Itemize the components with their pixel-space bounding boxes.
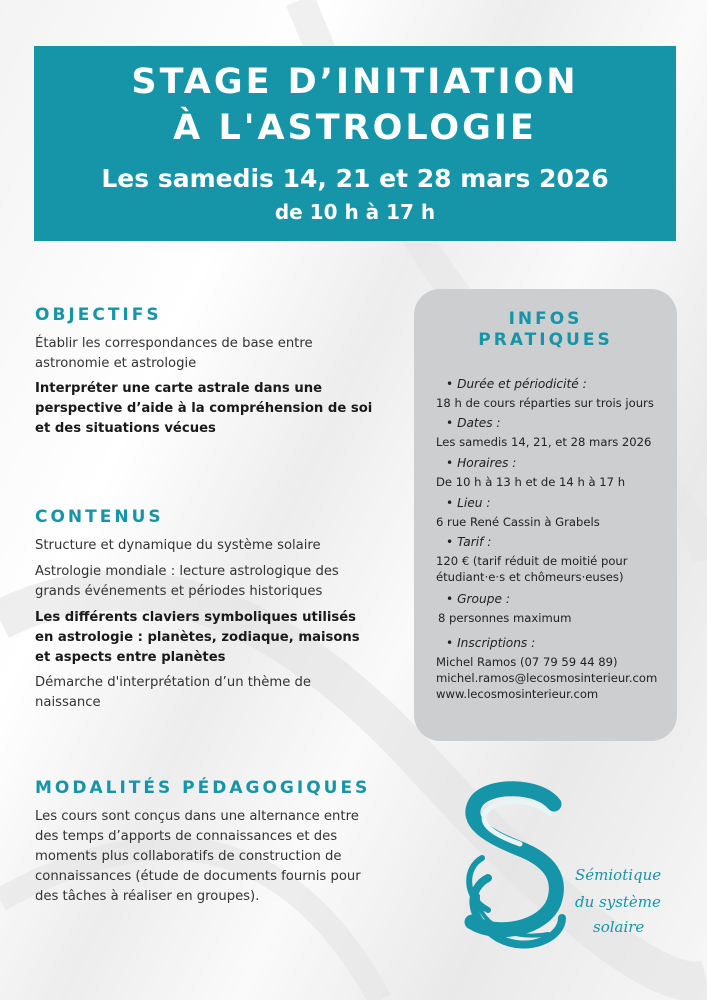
- infos-title-line-1: INFOS: [508, 309, 583, 329]
- horaires-value: De 10 h à 13 h et de 14 h à 17 h: [436, 475, 626, 489]
- horaires-label: • Horaires :: [446, 456, 516, 470]
- contenu-item: Structure et dynamique du système solaire: [35, 538, 321, 553]
- logo-text-line-2: du système: [575, 893, 661, 911]
- groupe-label: • Groupe :: [446, 592, 510, 606]
- objectif-item: Interpréter une carte astrale dans une perspective d’aide à la compréhension de soi et des situations vécues: [35, 381, 373, 436]
- contact-name: Michel Ramos (07 79 59 44 89): [436, 655, 618, 669]
- dates-value: Les samedis 14, 21, et 28 mars 2026: [436, 435, 652, 449]
- infos-pratiques-panel: [414, 289, 677, 741]
- objectif-item: Établir les correspondances de base entre astronomie et astrologie: [35, 336, 313, 371]
- banner-dates: Les samedis 14, 21 et 28 mars 2026: [101, 164, 609, 193]
- modalites-heading: MODALITÉS PÉDAGOGIQUES: [35, 778, 371, 798]
- contact-website[interactable]: www.lecosmosinterieur.com: [436, 687, 599, 701]
- contenus-heading: CONTENUS: [35, 507, 164, 527]
- tarif-label: • Tarif :: [446, 535, 491, 549]
- groupe-value: 8 personnes maximum: [438, 611, 572, 625]
- tarif-value: 120 € (tarif réduit de moitié pour étudiant·e·s et chômeurs·euses): [436, 554, 628, 584]
- duree-value: 18 h de cours réparties sur trois jours: [436, 396, 654, 410]
- dates-label: • Dates :: [446, 416, 501, 430]
- header-banner: [34, 46, 676, 241]
- contenu-item: Les différents claviers symboliques utilisés en astrologie : planètes, zodiaque, maisons et aspects entre planètes: [35, 610, 360, 665]
- lieu-label: • Lieu :: [446, 496, 490, 510]
- title-line-1: STAGE D’INITIATION: [131, 62, 579, 102]
- contenu-item: Astrologie mondiale : lecture astrologique des grands événements et périodes historiques: [35, 564, 339, 599]
- lieu-value: 6 rue René Cassin à Grabels: [436, 515, 600, 529]
- inscriptions-label: • Inscriptions :: [446, 636, 535, 650]
- logo-text-line-1: Sémiotique: [575, 866, 662, 884]
- modalites-text: Les cours sont conçus dans une alternance entre des temps d’apports de connaissances et des moments plus collaboratifs de construction de connaissances (étude de documents fournis pour des tâches à réaliser en groupes).: [35, 809, 361, 904]
- title-line-2: À L'ASTROLOGIE: [173, 108, 537, 148]
- contact-email[interactable]: michel.ramos@lecosmosinterieur.com: [436, 671, 658, 685]
- semiotique-logo-icon: [458, 778, 572, 952]
- duree-label: • Durée et périodicité :: [446, 377, 587, 391]
- logo-text-line-3: solaire: [593, 918, 645, 936]
- objectifs-heading: OBJECTIFS: [35, 305, 162, 325]
- infos-title-line-2: PRATIQUES: [478, 330, 613, 350]
- banner-hours: de 10 h à 17 h: [274, 200, 436, 224]
- contenu-item: Démarche d'interprétation d’un thème de naissance: [35, 675, 312, 710]
